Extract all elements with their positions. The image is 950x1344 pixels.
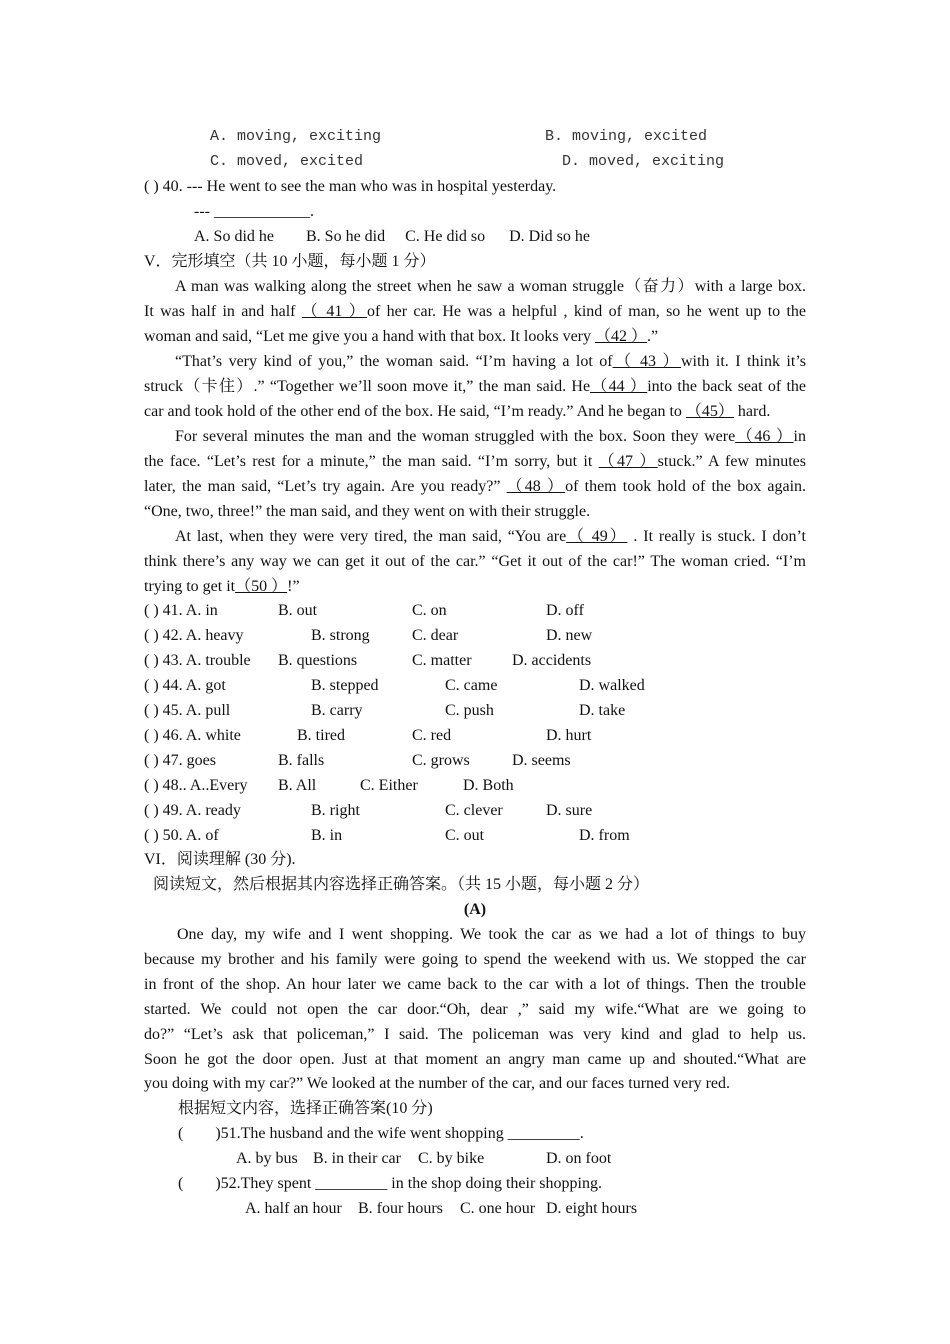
passage-line-2: because my brother and his family were going to spend the weekend with us. We stopped the car bbox=[144, 951, 806, 968]
cloze-text: later, the man said, “Let’s try again. Are you ready?” bbox=[144, 478, 501, 495]
q46-c: C. red bbox=[412, 727, 452, 744]
cloze-text: of her car. He was a helpful , kind of man, so he went up to the bbox=[367, 303, 807, 320]
cloze-text: . It really is stuck. I don’t bbox=[633, 528, 806, 545]
passage-line-5: do?” “Let’s ask that policeman,” I said. The policeman was very kind and glad to help us. bbox=[144, 1026, 806, 1043]
q44-d: D. walked bbox=[579, 677, 645, 694]
q40-reply: --- ____________. bbox=[194, 203, 314, 220]
blank-50: （50 ） bbox=[235, 578, 288, 595]
q40-stem: ( ) 40. --- He went to see the man who was in hospital yesterday. bbox=[144, 178, 557, 195]
cloze-text: in bbox=[793, 428, 806, 445]
q49-c: C. clever bbox=[445, 802, 503, 819]
cloze-line-9 bbox=[144, 476, 806, 498]
blank-47: （47 ） bbox=[598, 453, 658, 470]
q45-c: C. push bbox=[445, 702, 494, 719]
q48-c: C. Either bbox=[360, 777, 418, 794]
q52-stem: ( )52.They spent _________ in the shop doing their shopping. bbox=[178, 1175, 602, 1192]
q41-d: D. off bbox=[546, 602, 584, 619]
section6-instruction: 阅读短文，然后根据其内容选择正确答案。（共 15 小题，每小题 2 分） bbox=[153, 876, 650, 893]
cloze-text: struck（卡住）.” “Together we’ll soon move it,” the man said. He bbox=[144, 378, 591, 395]
q41-c: C. on bbox=[412, 602, 447, 619]
q49-num: ( ) 49. A. ready bbox=[144, 802, 241, 819]
q51-option-a: A. by bus bbox=[236, 1150, 298, 1167]
q45-num: ( ) 45. A. pull bbox=[144, 702, 231, 719]
cloze-line-4 bbox=[175, 351, 806, 373]
section6-heading: VI．阅读理解 (30 分). bbox=[144, 851, 296, 868]
q48-num: ( ) 48.. A..Every bbox=[144, 777, 248, 794]
q51-option-b: B. in their car bbox=[313, 1150, 401, 1167]
blank-45: （45） bbox=[685, 403, 734, 420]
q39-option-a: A. moving, exciting bbox=[210, 128, 382, 145]
q39-option-b: B. moving, excited bbox=[545, 128, 708, 145]
cloze-text: At last, when they were very tired, the man said, “You are bbox=[175, 528, 567, 545]
q39-option-c: C. moved, excited bbox=[210, 153, 364, 170]
cloze-text: the face. “Let’s rest for a minute,” the man said. “I’m sorry, but it bbox=[144, 453, 593, 470]
q50-b: B. in bbox=[311, 827, 343, 844]
q41-b: B. out bbox=[278, 602, 318, 619]
q43-d: D. accidents bbox=[512, 652, 592, 669]
blank-46: （46 ） bbox=[735, 428, 794, 445]
q46-b: B. tired bbox=[297, 727, 345, 744]
cloze-line-3: woman and said, “Let me give you a hand with that box. It looks very （42 ）.” bbox=[144, 328, 659, 345]
cloze-text: stuck.” A few minutes bbox=[657, 453, 806, 470]
q47-d: D. seems bbox=[512, 752, 571, 769]
passage-line-7: you doing with my car?” We looked at the number of the car, and our faces turned very red. bbox=[144, 1075, 731, 1092]
q40-options: A. So did he B. So he did C. He did so D. Did so he bbox=[194, 228, 590, 245]
q43-c: C. matter bbox=[412, 652, 472, 669]
cloze-text: car and took hold of the other end of the box. He said, “I’m ready.” And he began to bbox=[144, 403, 682, 420]
q48-b: B. All bbox=[278, 777, 317, 794]
cloze-text: It was half in and half bbox=[144, 303, 296, 320]
q45-b: B. carry bbox=[311, 702, 363, 719]
q49-b: B. right bbox=[311, 802, 360, 819]
q44-b: B. stepped bbox=[311, 677, 379, 694]
blank-48: （48 ） bbox=[506, 478, 566, 495]
q46-num: ( ) 46. A. white bbox=[144, 727, 241, 744]
q50-c: C. out bbox=[445, 827, 485, 844]
cloze-line-13 bbox=[144, 576, 300, 598]
passage-title: (A) bbox=[463, 901, 487, 918]
q51-option-d: D. on foot bbox=[546, 1150, 612, 1167]
cloze-text: “That’s very kind of you,” the woman said. “I’m having a lot of bbox=[175, 353, 613, 370]
q47-b: B. falls bbox=[278, 752, 325, 769]
q42-num: ( ) 42. A. heavy bbox=[144, 627, 244, 644]
q39-option-d: D. moved, exciting bbox=[562, 153, 725, 170]
passage-line-6: Soon he got the door open. Just at that moment an angry man came up and shouted.“What are bbox=[144, 1051, 806, 1068]
blank-42: （42 ） bbox=[595, 328, 648, 345]
cloze-line-2 bbox=[144, 301, 806, 323]
q41-num: ( ) 41. A. in bbox=[144, 602, 218, 619]
q42-d: D. new bbox=[546, 627, 593, 644]
q52-option-c: C. one hour bbox=[460, 1200, 536, 1217]
q47-c: C. grows bbox=[412, 752, 470, 769]
passage-line-4: started. We could not open the car door.“Oh, dear ,” said my wife.“What are we going to bbox=[144, 1001, 806, 1018]
cloze-text: into the back seat of the bbox=[647, 378, 807, 395]
q44-c: C. came bbox=[445, 677, 498, 694]
q50-d: D. from bbox=[579, 827, 630, 844]
cloze-text: !” bbox=[287, 578, 300, 595]
blank-43: （ 43 ） bbox=[612, 353, 681, 370]
blank-41: （ 41 ） bbox=[301, 303, 368, 320]
q45-d: D. take bbox=[579, 702, 626, 719]
cloze-text: For several minutes the man and the woman struggled with the box. Soon they were bbox=[175, 428, 736, 445]
sub-instruction: 根据短文内容，选择正确答案(10 分) bbox=[178, 1100, 433, 1117]
q49-d: D. sure bbox=[546, 802, 593, 819]
q52-option-d: D. eight hours bbox=[546, 1200, 638, 1217]
q42-c: C. dear bbox=[412, 627, 459, 644]
cloze-line-7 bbox=[175, 426, 806, 448]
q43-b: B. questions bbox=[278, 652, 358, 669]
cloze-text: of them took hold of the box again. bbox=[565, 478, 807, 495]
cloze-line-5 bbox=[144, 376, 806, 398]
cloze-line-12: think there’s any way we can get it out of the car.” “Get it out of the car!” The woman cried. “I’m bbox=[144, 553, 806, 570]
cloze-line-6 bbox=[144, 401, 770, 423]
q52-option-b: B. four hours bbox=[358, 1200, 443, 1217]
q48-d: D. Both bbox=[463, 777, 514, 794]
q42-b: B. strong bbox=[311, 627, 370, 644]
passage-line-1: One day, my wife and I went shopping. We took the car as we had a lot of things to buy bbox=[177, 926, 806, 943]
passage-line-3: in front of the shop. An hour later we came back to the car with a lot of things. Then the trouble bbox=[144, 976, 806, 993]
q47-num: ( ) 47. goes bbox=[144, 752, 216, 769]
blank-49: （ 49） bbox=[566, 528, 628, 545]
q51-stem: ( )51.The husband and the wife went shopping _________. bbox=[178, 1125, 584, 1142]
q46-d: D. hurt bbox=[546, 727, 592, 744]
cloze-line-8 bbox=[144, 451, 806, 473]
cloze-text: woman and said, “Let me give you a hand with that box. It looks very bbox=[144, 328, 592, 345]
q50-num: ( ) 50. A. of bbox=[144, 827, 219, 844]
blank-44: （44 ） bbox=[590, 378, 648, 395]
cloze-line-10: “One, two, three!” the man said, and they went on with their struggle. bbox=[144, 503, 591, 520]
q51-option-c: C. by bike bbox=[418, 1150, 485, 1167]
cloze-text: with it. I think it’s bbox=[680, 353, 806, 370]
cloze-text: hard. bbox=[737, 403, 771, 420]
q52-option-a: A. half an hour bbox=[245, 1200, 342, 1217]
section5-heading: V．完形填空（共 10 小题，每小题 1 分） bbox=[144, 253, 436, 270]
q44-num: ( ) 44. A. got bbox=[144, 677, 226, 694]
cloze-line-1: A man was walking along the street when he saw a woman struggle（奋力）with a large box. bbox=[175, 278, 806, 295]
q43-num: ( ) 43. A. trouble bbox=[144, 652, 251, 669]
cloze-text: trying to get it bbox=[144, 578, 236, 595]
cloze-line-11 bbox=[175, 526, 806, 548]
